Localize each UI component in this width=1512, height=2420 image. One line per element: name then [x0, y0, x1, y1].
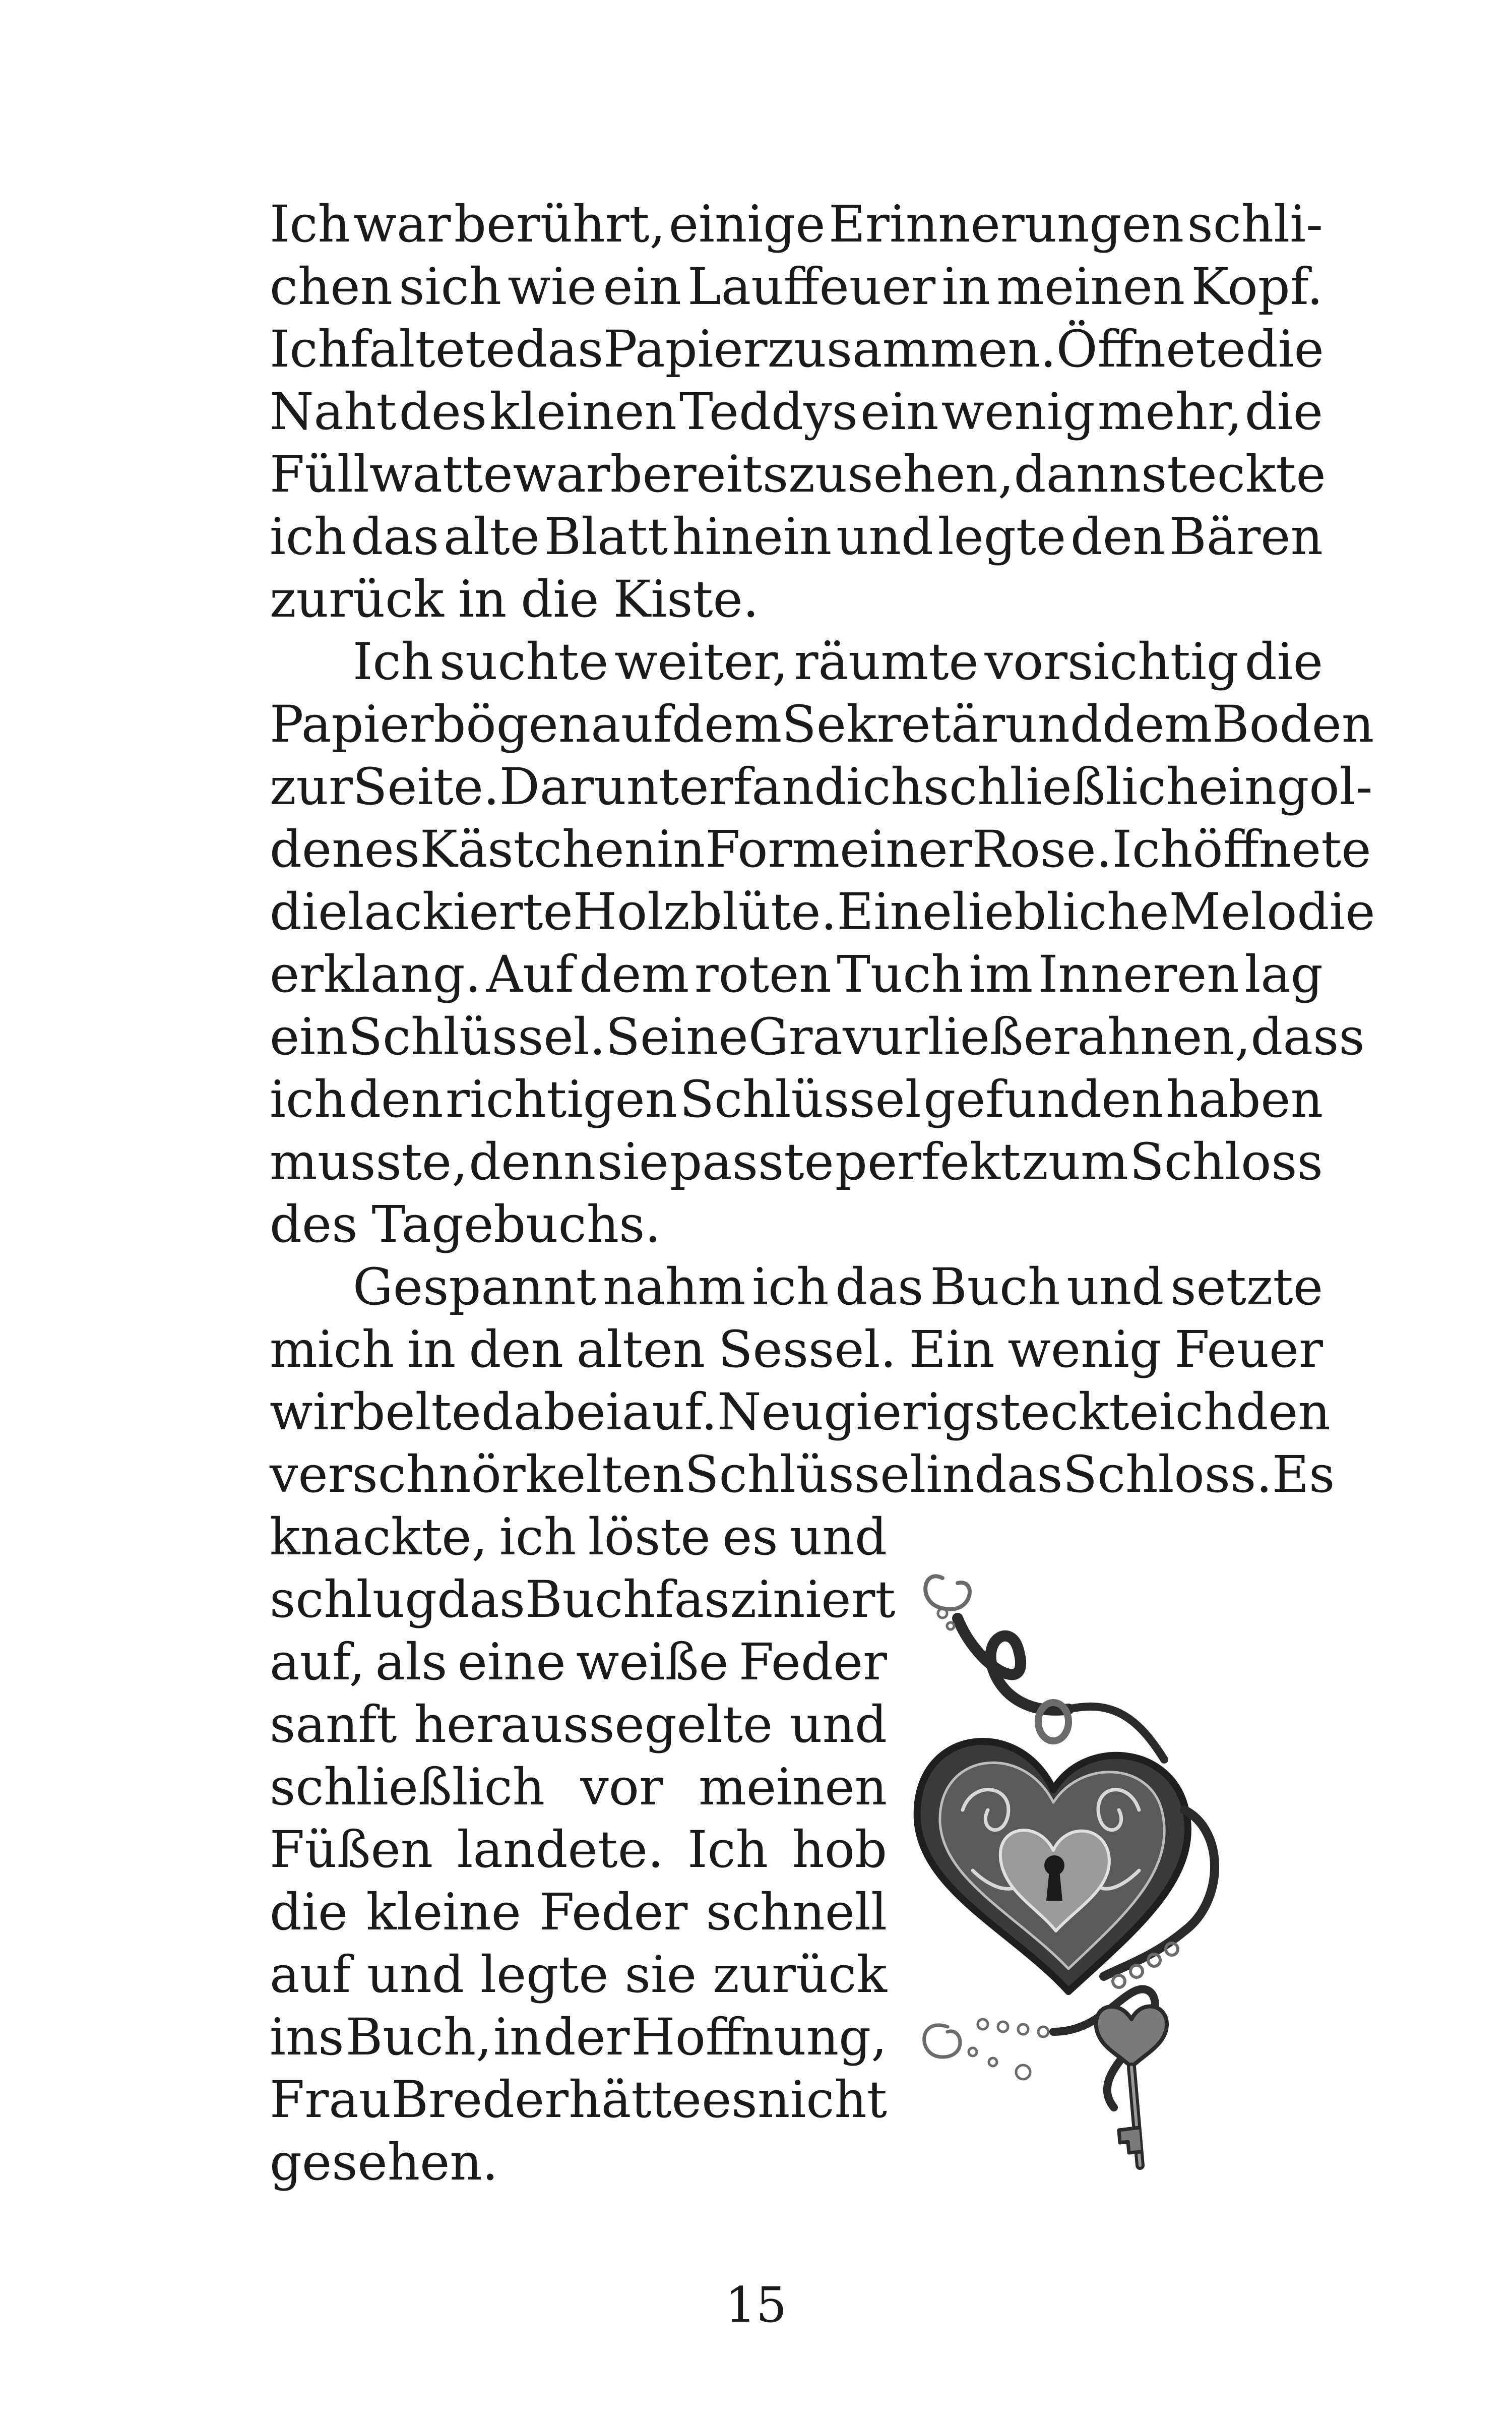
text-line — [270, 1193, 1323, 1256]
word: mich — [270, 1320, 395, 1379]
text-line — [270, 1756, 887, 1819]
word: dem — [1102, 695, 1213, 754]
word: hob — [792, 1820, 887, 1879]
word: wenig — [941, 382, 1095, 441]
word: war — [353, 195, 451, 254]
word: Breder — [391, 2070, 569, 2129]
word: Feder — [539, 1883, 688, 1942]
word: Schlüssel — [679, 1070, 921, 1129]
text-line — [270, 1006, 1365, 1068]
word: denes — [270, 820, 420, 879]
word: ein — [603, 257, 681, 316]
word: perfekt — [835, 1132, 1021, 1191]
word: Frau — [270, 2070, 392, 2129]
word: des — [270, 1195, 358, 1254]
word: musste, — [270, 1132, 468, 1191]
word: berührt, — [454, 195, 666, 254]
text-line — [270, 318, 1323, 381]
word: sich — [399, 257, 501, 316]
word: landete. — [457, 1820, 664, 1879]
word: legte — [937, 507, 1066, 566]
word: löste — [588, 1507, 711, 1566]
word: Erinnerungen — [829, 195, 1184, 254]
word: schlug — [270, 1570, 437, 1629]
word: die — [1245, 320, 1324, 379]
word: Hoffnung, — [631, 2008, 887, 2067]
word: Ich — [270, 320, 350, 379]
text-line — [270, 818, 1371, 881]
word: den — [1070, 507, 1165, 566]
word: weiße — [576, 1632, 729, 1691]
word: Sessel. — [718, 1320, 897, 1379]
word: kleine — [366, 1883, 521, 1942]
word: dem — [672, 695, 782, 754]
text-line — [270, 1443, 1335, 1506]
text-line — [353, 631, 1323, 693]
word: öffnete — [1192, 820, 1371, 879]
word: haben — [1166, 1070, 1323, 1129]
word: Eine — [837, 882, 952, 941]
text-line — [270, 2069, 887, 2131]
text-line — [270, 881, 1375, 943]
text-line — [353, 1256, 1323, 1318]
word: einer — [840, 820, 972, 879]
word: die — [521, 570, 599, 629]
word: Öffnete — [1056, 320, 1246, 379]
word: ich — [846, 757, 923, 816]
word: es — [702, 2070, 758, 2129]
word: schließlich — [270, 1758, 545, 1817]
word: faltete — [350, 320, 516, 379]
word: Gravur — [748, 1007, 928, 1066]
word: der — [543, 2008, 630, 2067]
word: sanft — [270, 1695, 397, 1754]
word: ich — [1159, 1382, 1236, 1441]
word: war — [513, 445, 610, 504]
word: nahm — [602, 1257, 746, 1316]
word: Holzblüte. — [573, 882, 837, 941]
word: Füllwatte — [270, 445, 513, 504]
word: Auf — [486, 945, 574, 1004]
word: Buch, — [345, 2008, 492, 2067]
word: Tagebuchs. — [371, 1195, 661, 1254]
word: gefunden — [923, 1070, 1164, 1129]
word: steckte — [1141, 445, 1326, 504]
word: in — [926, 1445, 975, 1504]
word: meinen — [699, 1758, 887, 1817]
word: Papierbögen — [270, 695, 591, 754]
heart-locket-with-key-icon — [902, 1548, 1366, 2178]
text-line — [270, 1131, 1323, 1193]
word: Bären — [1169, 507, 1323, 566]
word: das — [351, 507, 439, 566]
word: ich — [499, 1507, 577, 1566]
word: Inneren — [1038, 945, 1239, 1004]
word: denn — [469, 1132, 596, 1191]
word: alten — [576, 1320, 706, 1379]
text-line — [270, 1318, 1323, 1381]
word: dass — [1250, 1007, 1365, 1066]
word: schließlich — [923, 757, 1199, 816]
word: schli- — [1187, 195, 1323, 254]
word: in — [941, 257, 990, 316]
word: das — [835, 1257, 924, 1316]
word: Feder — [738, 1632, 887, 1691]
word: gesehen. — [270, 2133, 498, 2192]
word: Sekretär — [782, 695, 1005, 754]
word: ein — [270, 1007, 348, 1066]
text-line — [270, 1881, 887, 1944]
word: sie — [597, 1132, 669, 1191]
word: schnell — [706, 1883, 887, 1942]
word: zum — [1022, 1132, 1128, 1191]
word: räumte — [794, 632, 979, 691]
text-line — [270, 381, 1323, 443]
word: und — [836, 507, 933, 566]
word: dabei — [481, 1382, 622, 1441]
text-line — [270, 568, 1323, 631]
word: ich — [752, 1257, 829, 1316]
word: Boden — [1212, 695, 1374, 754]
word: lag — [1244, 945, 1323, 1004]
word: Kiste. — [613, 570, 759, 629]
word: dem — [579, 945, 689, 1004]
word: heraussegelte — [414, 1695, 773, 1754]
word: das — [437, 1570, 526, 1629]
word: die — [270, 882, 348, 941]
word: einige — [668, 195, 826, 254]
text-line — [270, 2006, 887, 2069]
word: alte — [443, 507, 540, 566]
word: in — [656, 820, 706, 879]
word: auf — [591, 695, 672, 754]
word: fasziniert — [655, 1570, 896, 1629]
word: erahnen, — [1023, 1007, 1251, 1066]
word: und — [1005, 695, 1102, 754]
word: zu — [788, 445, 848, 504]
word: Ein — [909, 1320, 995, 1379]
word: legte — [480, 1945, 609, 2004]
word: sehen, — [847, 445, 1014, 504]
word: mehr, — [1097, 382, 1242, 441]
word: im — [969, 945, 1033, 1004]
word: Tuch — [837, 945, 964, 1004]
word: liebliche — [952, 882, 1169, 941]
word: vorsichtig — [984, 632, 1239, 691]
word: die — [1244, 632, 1323, 691]
word: ich — [270, 1070, 347, 1129]
word: Kopf. — [1191, 257, 1323, 316]
word: Schloss. — [1062, 1445, 1273, 1504]
text-line — [270, 256, 1323, 318]
word: Melodie — [1169, 882, 1375, 941]
text-line — [270, 1506, 887, 1568]
page-number: 15 — [725, 2277, 787, 2333]
word: dann — [1014, 445, 1142, 504]
word: Ich — [270, 195, 350, 254]
word: Schlüssel — [684, 1445, 926, 1504]
word: verschnörkelten — [270, 1445, 685, 1504]
text-line — [270, 1631, 887, 1693]
word: knackte, — [270, 1507, 488, 1566]
word: setzte — [1170, 1257, 1323, 1316]
text-line — [270, 693, 1374, 756]
word: zur — [270, 757, 353, 816]
word: auf — [270, 1945, 351, 2004]
word: auf. — [621, 1382, 717, 1441]
word: Es — [1272, 1445, 1335, 1504]
word: und — [790, 1507, 887, 1566]
word: ins — [270, 2008, 344, 2067]
word: Schloss — [1129, 1132, 1323, 1191]
word: Neugierig — [717, 1382, 975, 1441]
word: Schlüssel. — [348, 1007, 606, 1066]
text-line — [270, 1944, 887, 2006]
text-line — [270, 506, 1323, 568]
word: Blatt — [544, 507, 668, 566]
text-line — [270, 1568, 896, 1631]
text-line — [270, 1693, 887, 1756]
word: Buch — [930, 1257, 1060, 1316]
text-line — [270, 443, 1326, 506]
word: in — [407, 1320, 456, 1379]
text-line — [270, 1068, 1323, 1131]
word: Ich — [1112, 820, 1193, 879]
word: Darunter — [499, 757, 733, 816]
word: des — [399, 382, 487, 441]
word: ließ — [927, 1007, 1024, 1066]
word: steckte — [974, 1382, 1159, 1441]
word: ein — [1198, 757, 1277, 816]
word: und — [367, 1945, 464, 2004]
word: gol- — [1277, 757, 1373, 816]
word: das — [515, 320, 604, 379]
word: zurück — [270, 570, 444, 629]
word: Rose. — [972, 820, 1112, 879]
word: auf, — [270, 1632, 365, 1691]
text-line — [270, 1381, 1331, 1443]
word: fand — [733, 757, 847, 816]
word: Seine — [605, 1007, 748, 1066]
word: Naht — [270, 382, 397, 441]
word: kleinen — [489, 382, 677, 441]
word: Feuer — [1174, 1320, 1323, 1379]
word: Buch — [525, 1570, 656, 1629]
word: ein — [860, 382, 939, 441]
word: weiter, — [614, 632, 788, 691]
word: nicht — [758, 2070, 887, 2129]
word: lackierte — [348, 882, 573, 941]
word: zusammen. — [767, 320, 1056, 379]
word: hinein — [672, 507, 832, 566]
word: und — [1066, 1257, 1164, 1316]
word: chen — [270, 257, 393, 316]
word: eine — [457, 1632, 566, 1691]
word: in — [493, 2008, 542, 2067]
word: Gespannt — [353, 1257, 597, 1316]
word: zurück — [713, 1945, 887, 2004]
word: roten — [694, 945, 832, 1004]
word: Papier — [603, 320, 768, 379]
word: in — [458, 570, 507, 629]
word: das — [974, 1445, 1063, 1504]
word: Form — [705, 820, 840, 879]
word: Seite. — [352, 757, 499, 816]
word: suchte — [439, 632, 609, 691]
word: bereits — [610, 445, 789, 504]
word: hätte — [569, 2070, 702, 2129]
word: den — [348, 1070, 444, 1129]
word: den — [469, 1320, 563, 1379]
word: Teddys — [679, 382, 858, 441]
word: passte — [670, 1132, 834, 1191]
word: meinen — [996, 257, 1185, 316]
word: Ich — [353, 632, 433, 691]
word: wie — [508, 257, 597, 316]
word: es — [722, 1507, 778, 1566]
word: wirbelte — [270, 1382, 481, 1441]
word: als — [375, 1632, 448, 1691]
text-line — [270, 1819, 887, 1881]
word: die — [270, 1883, 348, 1942]
word: sie — [624, 1945, 697, 2004]
word: Füßen — [270, 1820, 433, 1879]
word: Lauffeuer — [687, 257, 936, 316]
word: wenig — [1007, 1320, 1162, 1379]
text-line — [270, 943, 1323, 1006]
word: erklang. — [270, 945, 481, 1004]
word: vor — [580, 1758, 663, 1817]
word: den — [1236, 1382, 1331, 1441]
word: richtigen — [446, 1070, 678, 1129]
word: Ich — [687, 1820, 769, 1879]
word: ich — [270, 507, 347, 566]
text-line — [270, 2131, 887, 2194]
text-line — [270, 193, 1323, 256]
word: und — [790, 1695, 887, 1754]
word: Kästchen — [420, 820, 657, 879]
text-line — [270, 756, 1373, 818]
word: die — [1244, 382, 1323, 441]
